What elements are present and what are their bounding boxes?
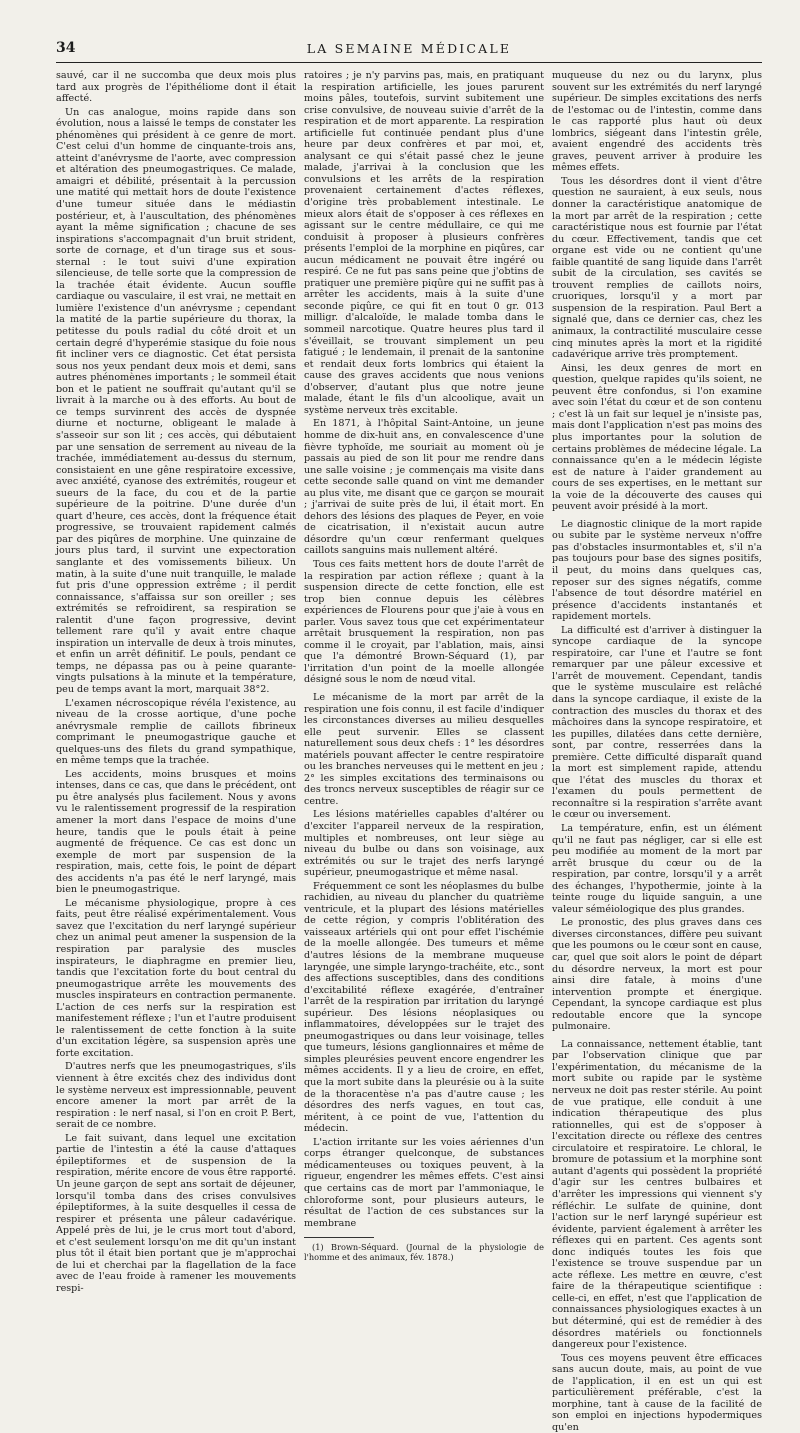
paragraph: L'action irritante sur les voies aériennes d'un corps étranger quelconque, de substances médicamenteuses ou toxiques peuvent, à la rigueur, engendrer les mêmes effets. C'est ainsi que certains cas de mort par l'ammoniaque, le chloroforme sont, pour plusieurs auteurs, le résultat de l'action de ces substances sur la membrane xyxy=(304,1136,544,1229)
paragraph: Fréquemment ce sont les néoplasmes du bulbe rachidien, au niveau du plancher du quatrième ventricule, et la plupart des lésions matérielles de cette région, y compris l'oblitération des vaisseaux artériels qui ont pour effet l'ischémie de la moelle allongée. Des tumeurs et même d'autres lésions de la membrane muqueuse laryngée, une simple laryngo-trachéite, etc., sont des affections susceptibles, dans des conditions d'excitabilité réflexe exagérée, d'entraîner l'arrêt de la respiration par irritation du laryngé supérieur. Des lésions néoplasiques ou inflammatoires, développées sur le trajet des pneumogastriques ou dans leur voisinage, telles que tumeurs, lésions ganglionnaires et même de simples pleurésies peuvent encore engendrer les mêmes accidents. Il y a lieu de croire, en effet, que la mort subite dans la pleurésie ou à la suite de la thoracentèse n'a pas d'autre cause ; les désordres des nerfs vagues, en tout cas, méritent, à ce point de vue, l'attention du médecin. xyxy=(304,880,544,1135)
paragraph: Un cas analogue, moins rapide dans son évolution, nous a laissé le temps de constater les phénomènes qui président à ce genre de mort. C'est celui d'un homme de cinquante-trois ans, atteint d'anévrysme de l'aorte, avec compression et altération des pneumogastriques. Ce malade, amaigri et débilité, présentait à la percussion une matité qui mettait hors de doute l'existence d'une tumeur située dans le médiastin postérieur, et, à l'auscultation, des phénomènes ayant la même signification ; chacune de ses inspirations s'accompagnait d'un bruit strident, sorte de cornage, et d'un tirage sus et sous-sternal : le tout suivi d'une expiration silencieuse, de telle sorte que la compression de la trachée était évidente. Aucun souffle cardiaque ou vasculaire, il est vrai, ne mettait en lumière l'existence d'un anévrysme ; cependant la matité de la partie supérieure du thorax, la petitesse du pouls radial du côté droit et un certain degré d'hyperémie stasique du foie nous fit incliner vers ce diagnostic. Cet état persista sous nos yeux pendant deux mois et demi, sans autres phénomènes importants ; le sommeil était bon et le patient ne souffrait qu'autant qu'il se livrait à la marche ou à des efforts. Au bout de ce temps survinrent des accès de dyspnée diurne et nocturne, obligeant le malade à s'asseoir sur son lit ; ces accès, qui débutaient par une sensation de serrement au niveau de la trachée, immédiatement au-dessus du sternum, consistaient en une gêne respiratoire excessive, avec anxiété, cyanose des extrémités, rougeur et sueurs de la face, du cou et de la partie supérieure de la poitrine. D'une durée d'un quart d'heure, ces accès, dont la fréquence était progressive, se trouvaient rapidement calmés par des piqûres de morphine. Une quinzaine de jours plus tard, il survint une expectoration sanglante et des vomissements bilieux. Un matin, à la suite d'une nuit tranquille, le malade fut pris d'une oppression extrême ; il perdit connaissance, s'affaissa sur son oreiller ; ses extrémités se refroidirent, sa respiration se ralentit d'une façon progressive, devint tellement rare qu'il y avait entre chaque inspiration un intervalle de deux à trois minutes, et enfin un arrêt définitif. Le pouls, pendant ce temps, ne dépassa pas ou à peine quarante-vingts pulsations à la minute et la température, peu de temps avant la mort, marquait 38°2. xyxy=(56,106,296,695)
text-column-2 xyxy=(304,70,544,1263)
text-column-3 xyxy=(552,70,762,1433)
paragraph: Tous ces moyens peuvent être efficaces sans aucun doute, mais, au point de vue de l'application, il en est un qui est particulièrement préférable, c'est la morphine, tant à cause de la facilité de son emploi en injections hypodermiques qu'en xyxy=(552,1352,762,1433)
paragraph: Les accidents, moins brusques et moins intenses, dans ce cas, que dans le précédent, ont pu être analysés plus facilement. Nous y avons vu le ralentissement progressif de la respiration amener la mort dans l'espace de moins d'une heure, tandis que le pouls était à peine augmenté de fréquence. Ce cas est donc un exemple de mort par suspension de la respiration, mais, cette fois, le point de départ des accidents n'a pas été le nerf laryngé, mais bien le pneumogastrique. xyxy=(56,768,296,896)
paragraph: La température, enfin, est un élément qu'il ne faut pas négliger, car si elle est peu modifiée au moment de la mort par arrêt brusque du cœur ou de la respiration, par contre, lorsqu'il y a arrêt des échanges, l'hypothermie, jointe à la teinte rouge du liquide sanguin, a une valeur séméiologique des plus grandes. xyxy=(552,823,762,915)
paragraph: En 1871, à l'hôpital Saint-Antoine, un jeune homme de dix-huit ans, en convalescence d'une fièvre typhoïde, me souriait au moment où je passais au pied de son lit pour me rendre dans une salle voisine ; je commençais ma visite dans cette seconde salle quand on vint me demander au plus vite, me disant que ce garçon se mourait ; j'arrivai de suite près de lui, il était mort. En dehors des lésions des plaques de Peyer, en voie de cicatrisation, il n'existait aucun autre désordre qu'un cœur renfermant quelques caillots sanguins mais nullement altéré. xyxy=(304,418,544,557)
paragraph: Le mécanisme de la mort par arrêt de la respiration une fois connu, il est facile d'indiquer les circonstances diverses au milieu desquelles elle peut survenir. Elles se classent naturellement sous deux chefs : 1° les désordres matériels pouvant affecter le centre respiratoire ou les branches nerveuses qui le mettent en jeu ; 2° les simples excitations des terminaisons ou des troncs nerveux susceptibles de réagir sur ce centre. xyxy=(304,691,544,807)
paragraph: Ainsi, les deux genres de mort en question, quelque rapides qu'ils soient, ne peuvent être confondus, si l'on examine avec soin l'état du cœur et de son contenu ; c'est là un fait sur lequel je n'insiste pas, mais dont l'application n'est pas moins des plus importantes pour la solution de certains problèmes de médecine légale. La connaissance qu'en a le médecin légiste est de nature à l'aider grandement au cours de ses expertises, en le mettant sur la voie de la découverte des causes qui peuvent avoir présidé à la mort. xyxy=(552,362,762,513)
journal-title: LA SEMAINE MÉDICALE xyxy=(306,41,512,56)
paragraph: Tous ces faits mettent hors de doute l'arrêt de la respiration par action réflexe ; quant à la suspension directe de cette fonction, elle est trop bien connue depuis les célèbres expériences de Flourens pour que j'aie à vous en parler. Vous savez tous que cet expérimentateur arrêtait brusquement la respiration, non pas comme il le croyait, par l'ablation, mais, ainsi que l'a démontré Brown-Séquard (1), par l'irritation d'un point de la moelle allongée désigné sous le nom de nœud vital. xyxy=(304,558,544,686)
text-column-1 xyxy=(56,70,296,1294)
paragraph: D'autres nerfs que les pneumogastriques, s'ils viennent à être excités chez des individus dont le système nerveux est impressionnable, peuvent encore amener la mort par arrêt de la respiration : le nerf nasal, si l'on en croit P. Bert, serait de ce nombre. xyxy=(56,1061,296,1131)
paragraph: Tous les désordres dont il vient d'être question ne sauraient, à eux seuls, nous donner la caractéristique anatomique de la mort par arrêt de la respiration ; cette caractéristique nous est fournie par l'état du cœur. Effectivement, tandis que cet organe est vide ou ne contient qu'une faible quantité de sang liquide dans l'arrêt subit de la circulation, ses cavités se trouvent remplies de caillots noirs, cruoriques, lorsqu'il y a mort par suspension de la respiration. Paul Bert a signalé que, dans ce dernier cas, chez les animaux, la contractilité musculaire cesse cinq minutes après la mort et la rigidité cadavérique arrive très promptement. xyxy=(552,175,762,361)
paragraph: muqueuse du nez ou du larynx, plus souvent sur les extrémités du nerf laryngé supérieur. De simples excitations des nerfs de l'estomac ou de l'intestin, comme dans le cas rapporté plus haut où deux lombrics, siégeant dans l'intestin grêle, avaient engendré des accidents très graves, peuvent arriver à produire les mêmes effets. xyxy=(552,70,762,174)
footnote-divider xyxy=(304,1237,374,1238)
page-number: 34 xyxy=(56,40,76,56)
paragraph: L'examen nécroscopique révéla l'existence, au niveau de la crosse aortique, d'une poche anévrysmale remplie de caillots fibrineux comprimant le pneumogastrique gauche et quelques-uns des filets du grand sympathique, en même temps que la trachée. xyxy=(56,697,296,767)
paragraph: Le mécanisme physiologique, propre à ces faits, peut être réalisé expérimentalement. Vous savez que l'excitation du nerf laryngé supérieur chez un animal peut amener la suspension de la respiration par paralysie des muscles inspirateurs, le diaphragme en premier lieu, tandis que l'excitation forte du bout central du pneumogastrique arrête les mouvements des muscles inspirateurs en contraction permanente. L'action de ces nerfs sur la respiration est manifestement réflexe ; l'un et l'autre produisent le ralentissement de cette fonction à la suite d'un excitation légère, sa suspension après une forte excitation. xyxy=(56,897,296,1059)
paragraph: Le pronostic, des plus graves dans ces diverses circonstances, diffère peu suivant que les poumons ou le cœur sont en cause, car, quel que soit alors le point de départ du désordre nerveux, la mort est pour ainsi dire fatale, à moins d'une intervention prompte et énergique. Cependant, la syncope cardiaque est plus redoutable encore que la syncope pulmonaire. xyxy=(552,917,762,1033)
paragraph: Les lésions matérielles capables d'altérer ou d'exciter l'appareil nerveux de la respiration, multiples et nombreuses, ont leur siège au niveau du bulbe ou dans son voisinage, aux extrémités ou sur le trajet des nerfs laryngé supérieur, pneumogastrique et même nasal. xyxy=(304,809,544,879)
paragraph: sauvé, car il ne succomba que deux mois plus tard aux progrès de l'épithéliome dont il était affecté. xyxy=(56,70,296,105)
paragraph: Le diagnostic clinique de la mort rapide ou subite par le système nerveux n'offre pas d'obstacles insurmontables et, s'il n'a pas toujours pour base des signes positifs, il peut, du moins dans quelques cas, reposer sur des signes négatifs, comme l'absence de tout désordre matériel en présence d'accidents instantanés et rapidement mortels. xyxy=(552,518,762,623)
page-header xyxy=(56,40,762,63)
footnote: (1) Brown-Séquard. (Journal de la physiologie de l'homme et des animaux, fév. 1878.) xyxy=(304,1242,544,1263)
paragraph: ratoires ; je n'y parvins pas, mais, en pratiquant la respiration artificielle, les joues parurent moins pâles, toutefois, survint subitement une crise convulsive, de nouveau suivie d'arrêt de la respiration et de mort apparente. La respiration artificielle fut continuée pendant plus d'une heure par deux confrères et par moi, et, analysant ce qui s'était passé chez le jeune malade, j'arrivai à la conclusion que les convulsions et les arrêts de la respiration provenaient certainement d'actes réflexes, d'origine très probablement intestinale. Le mieux alors était de s'opposer à ces réflexes en agissant sur le centre médullaire, ce qui me conduisit à proposer à plusieurs confrères présents l'emploi de la morphine en piqûres, car aucun médicament ne pouvait être ingéré ou respiré. Ce ne fut pas sans peine que j'obtins de pratiquer une première piqûre qui ne suffit pas à arrêter les accidents, mais à la suite d'une seconde piqûre, ce qui fit en tout 0 gr. 013 milligr. d'alcaloïde, le malade tomba dans le sommeil narcotique. Quatre heures plus tard il s'éveillait, se trouvant simplement un peu fatigué ; le lendemain, il prenait de la santonine et rendait deux forts lombrics qui étaient la cause des graves accidents que nous venions d'observer, d'autant plus que notre jeune malade, étant le fils d'un alcoolique, avait un système nerveux très excitable. xyxy=(304,70,544,416)
paragraph: Le fait suivant, dans lequel une excitation partie de l'intestin a été la cause d'attaques épileptiformes et de suspension de la respiration, mérite encore de vous être rapporté. Un jeune garçon de sept ans sortait de déjeuner, lorsqu'il tomba dans des crises convulsives épileptiformes, à la suite desquelles il cessa de respirer et présenta une pâleur cadavérique. Appelé près de lui, je le crus mort tout d'abord, et c'est seulement lorsqu'on me dit qu'un instant plus tôt il était bien portant que je m'approchai de lui et cherchai par la flagellation de la face avec de l'eau froide à ramener les mouvements respi- xyxy=(56,1132,296,1294)
paragraph: La difficulté est d'arriver à distinguer la syncope cardiaque de la syncope respiratoire, car l'une et l'autre se font remarquer par une pâleur excessive et l'arrêt de mouvement. Cependant, tandis que le système musculaire est relâché dans la syncope cardiaque, il existe de la contraction des muscles du thorax et des mâchoires dans la syncope respiratoire, et les pupilles, dilatées dans cette dernière, sont, par contre, resserrées dans la première. Cette difficulté disparaît quand la mort est simplement rapide, attendu que l'état des muscles du thorax et l'examen du pouls permettent de reconnaître si la respiration s'arrête avant le cœur ou inversement. xyxy=(552,624,762,821)
paragraph: La connaissance, nettement établie, tant par l'observation clinique que par l'expérimentation, du mécanisme de la mort subite ou rapide par le système nerveux ne doit pas rester stérile. Au point de vue pratique, elle conduit à une indication thérapeutique des plus rationnelles, qui est de s'opposer à l'excitation directe ou réflexe des centres circulatoire et respiratoire. Le chloral, le bromure de potassium et la morphine sont autant d'agents qui possèdent la propriété d'agir sur les centres bulbaires et d'arrêter les impressions qui viennent s'y réfléchir. Le sulfate de quinine, dont l'action sur le nerf laryngé supérieur est évidente, parvient également à arrêter les réflexes qui en partent. Ces agents sont donc indiqués toutes les fois que l'existence se trouve suspendue par un acte réflexe. Les mettre en œuvre, c'est faire de la thérapeutique scientifique : celle-ci, en effet, n'est que l'application de connaissances physiologiques exactes à un but déterminé, qui est de remédier à des désordres matériels ou fonctionnels dangereux pour l'existence. xyxy=(552,1038,762,1351)
